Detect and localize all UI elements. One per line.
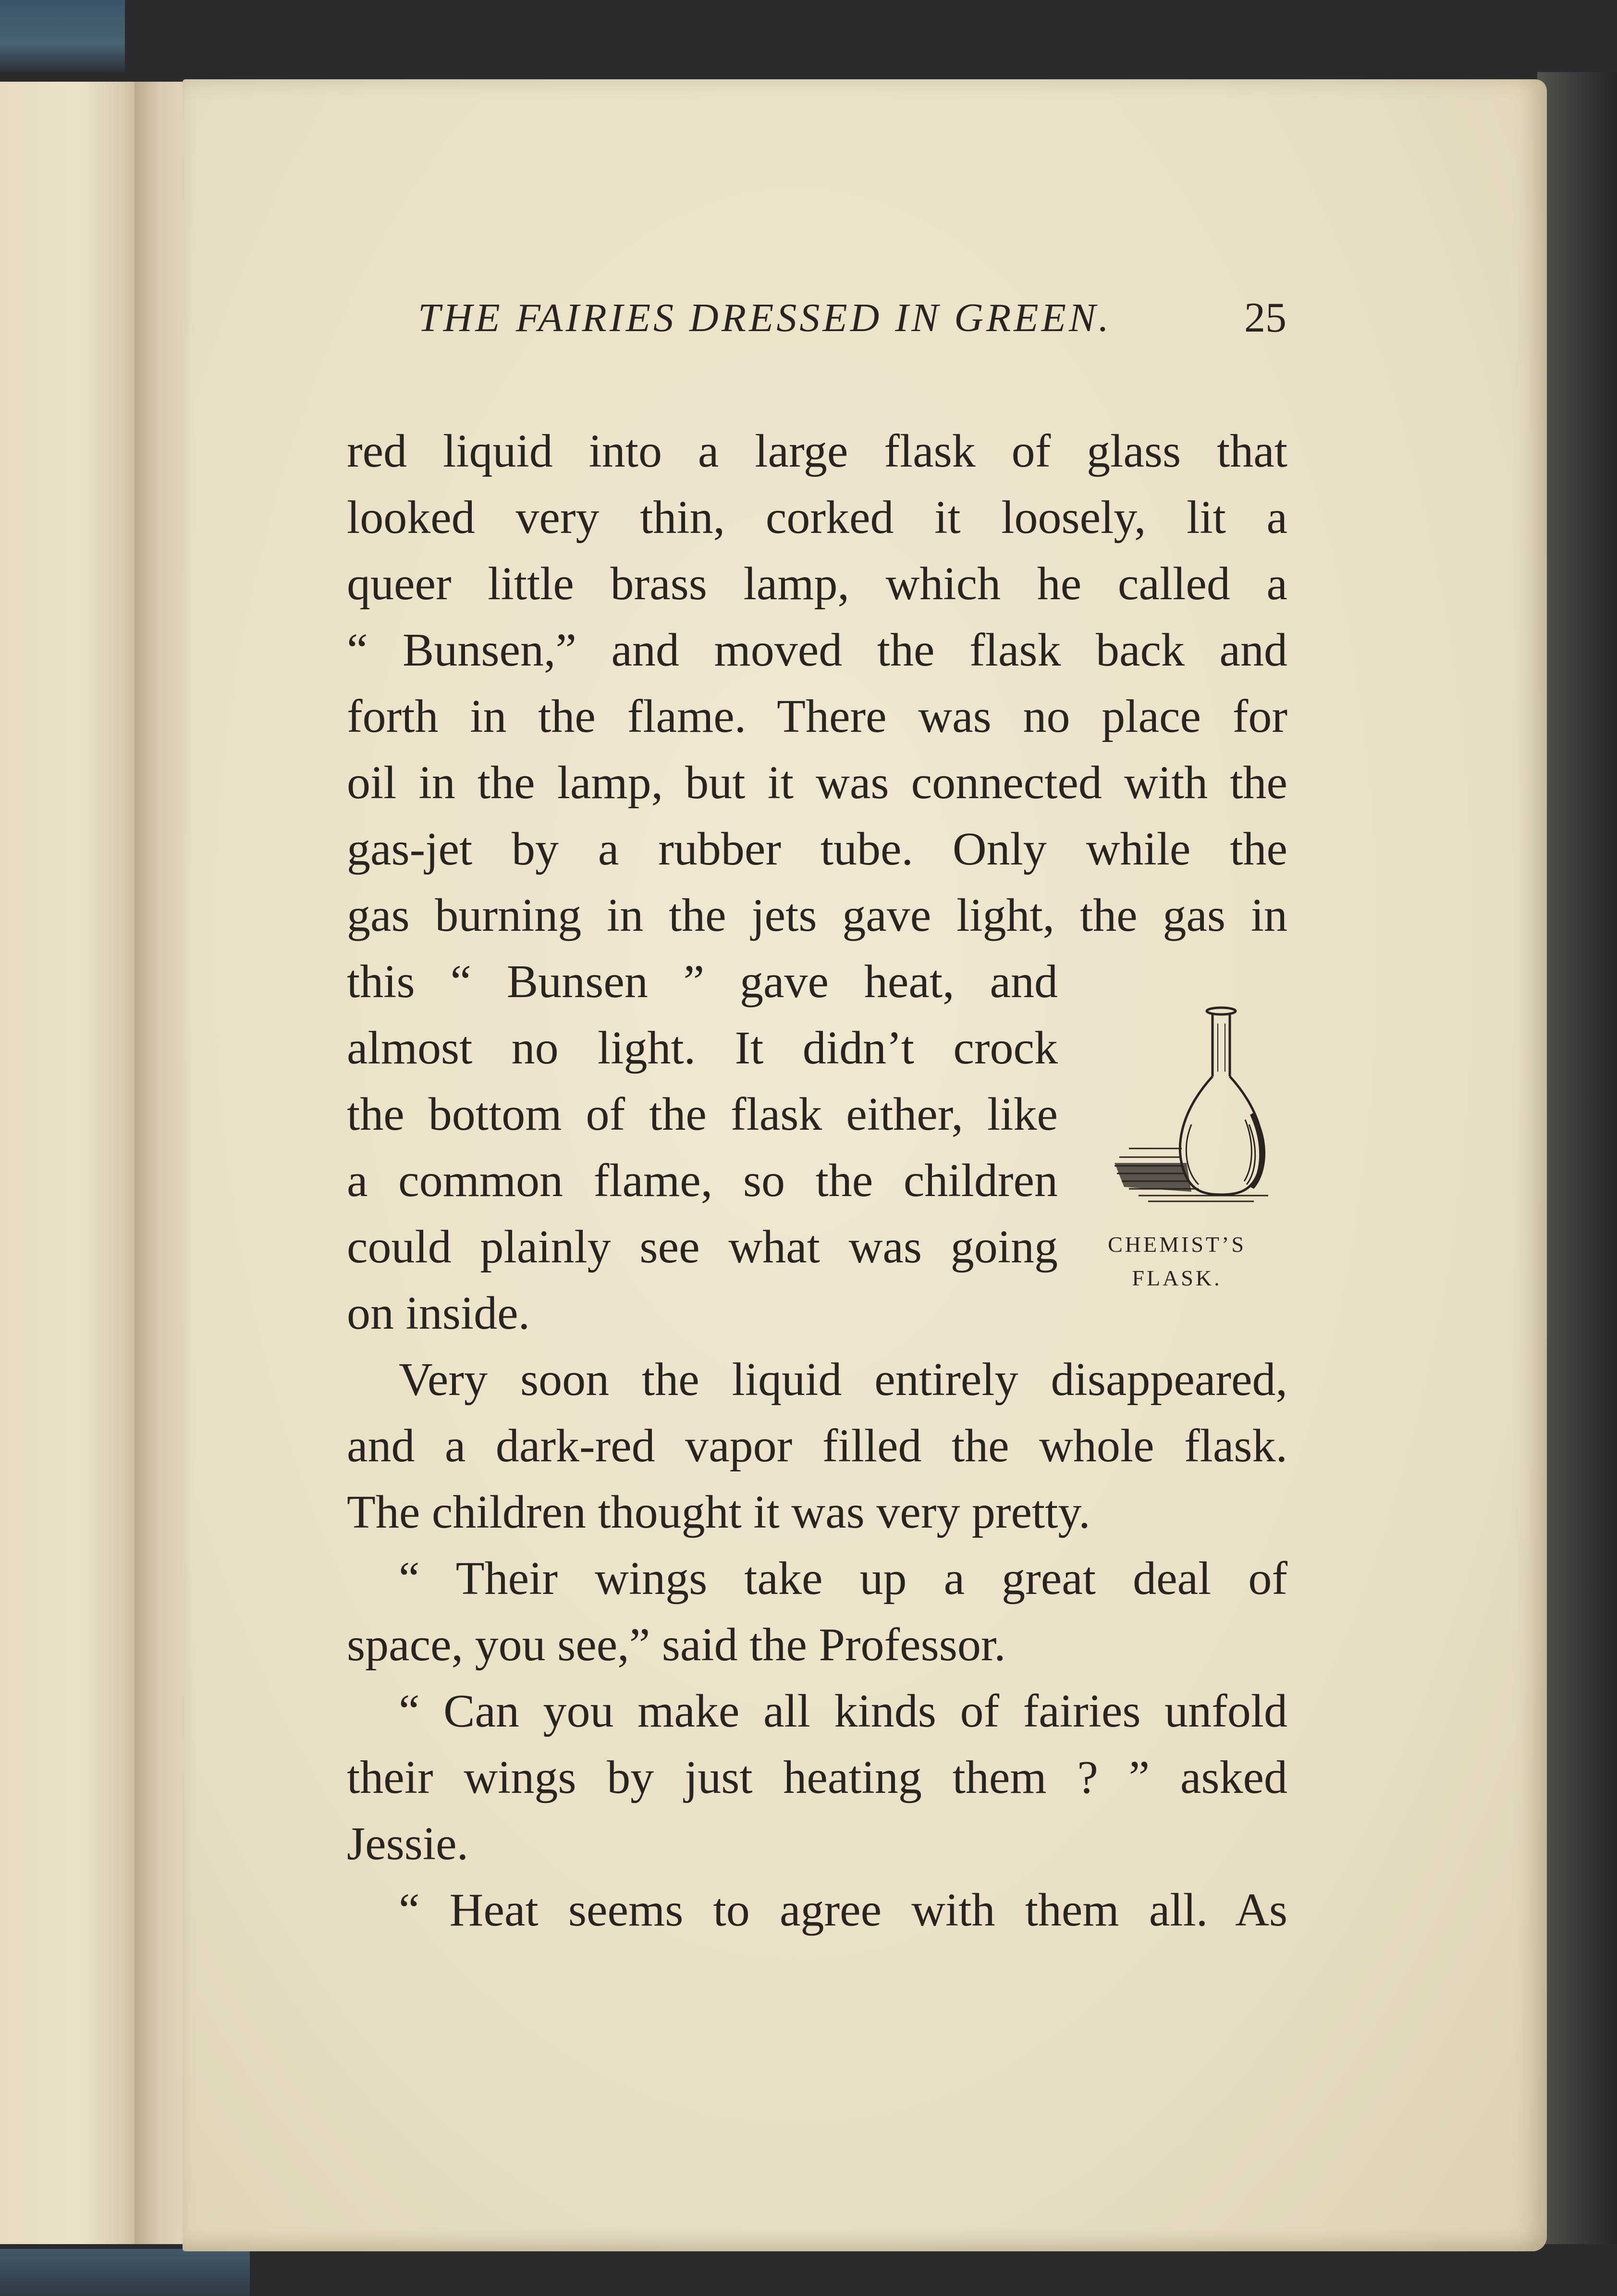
figure-caption-line2: FLASK. bbox=[1132, 1266, 1222, 1290]
text-line: “ Can you make all kinds of fairies unfold bbox=[399, 1685, 1287, 1737]
text-line: gas burning in the jets gave light, the gas in bbox=[347, 889, 1287, 941]
text-line: the bottom of the flask either, like bbox=[347, 1088, 1058, 1140]
figure-caption-line1: CHEMIST’S bbox=[1108, 1232, 1246, 1257]
text-line: oil in the lamp, but it was connected with the bbox=[347, 757, 1287, 809]
text-line: their wings by just heating them ? ” asked bbox=[347, 1752, 1287, 1803]
text-line: gas-jet by a rubber tube. Only while the bbox=[347, 823, 1287, 875]
text-line: looked very thin, corked it loosely, lit a bbox=[347, 492, 1287, 543]
text-line: “ Bunsen,” and moved the flask back and bbox=[347, 624, 1287, 676]
page-number: 25 bbox=[1244, 295, 1286, 341]
text-line: on inside. bbox=[347, 1287, 530, 1339]
text-line: red liquid into a large flask of glass that bbox=[347, 425, 1287, 477]
text-line: The children thought it was very pretty. bbox=[347, 1486, 1090, 1538]
text-line: “ Heat seems to agree with them all. As bbox=[399, 1884, 1287, 1936]
text-line: queer little brass lamp, which he called a bbox=[347, 558, 1287, 610]
chemist-flask-illustration bbox=[1110, 1004, 1292, 1216]
text-line: a common flame, so the children bbox=[347, 1155, 1058, 1207]
text-line: forth in the flame. There was no place for bbox=[347, 691, 1287, 742]
text-line: and a dark-red vapor filled the whole flask. bbox=[347, 1420, 1287, 1472]
text-line: Very soon the liquid entirely disappeared, bbox=[399, 1354, 1287, 1406]
text-line: “ Their wings take up a great deal of bbox=[399, 1553, 1287, 1605]
text-line: almost no light. It didn’t crock bbox=[347, 1022, 1058, 1074]
text-line: this “ Bunsen ” gave heat, and bbox=[347, 956, 1058, 1008]
text-line: could plainly see what was going bbox=[347, 1221, 1058, 1273]
text-line: Jessie. bbox=[347, 1818, 469, 1870]
running-title: THE FAIRIES DRESSED IN GREEN. bbox=[418, 296, 1112, 340]
text-line: space, you see,” said the Professor. bbox=[347, 1619, 1006, 1671]
